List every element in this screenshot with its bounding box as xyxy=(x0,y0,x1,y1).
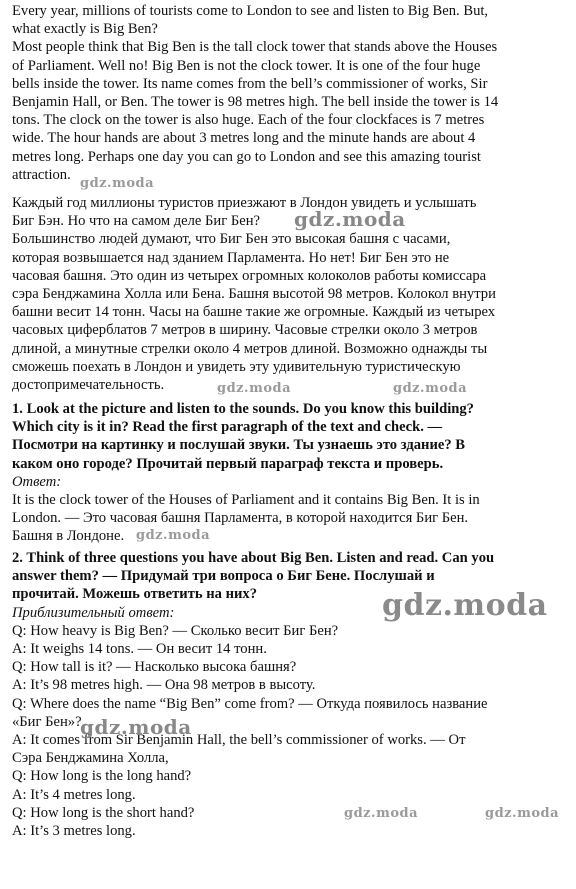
task1-answer-line: It is the clock tower of the Houses of Parliament and it contains Big Ben. It is in xyxy=(12,492,480,509)
text-line: башни весит 14 тонн. Часы на башне такие же огромные. Каждый из четырех xyxy=(12,304,496,321)
qa-line: A: It comes from Sir Benjamin Hall, the bell’s commissioner of works. — От xyxy=(12,732,466,749)
watermark: gdz.moda xyxy=(294,207,406,231)
text-line: Every year, millions of tourists come to London to see and listen to Big Ben. But, xyxy=(12,3,489,19)
russian-paragraph xyxy=(12,194,564,394)
task1-answer-line: Башня в Лондоне. xyxy=(12,528,125,545)
qa-line: A: It weighs 14 tons. — Он весит 14 тонн. xyxy=(12,641,267,658)
qa-line: A: It’s 4 metres long. xyxy=(12,786,136,803)
english-paragraph xyxy=(12,2,564,184)
task1-answer-line: London. — Это часовая башня Парламента, в которой находится Биг Бен. xyxy=(12,510,469,527)
qa-line: Q: How long is the long hand? xyxy=(12,768,192,785)
watermark: gdz.moda xyxy=(393,381,468,396)
task1-question-line: Which city is it in? Read the first paragraph of the text and check. — xyxy=(12,419,443,436)
task2-question-line: answer them? — Придумай три вопроса о Биг Бене. Послушай и xyxy=(12,568,435,585)
text-line: сэра Бенджамина Холла или Бена. Башня высотой 98 метров. Колокол внутри xyxy=(12,286,496,303)
text-line: часовая башня. Это один из четырех огромных колоколов работы комиссара xyxy=(12,267,487,284)
watermark: gdz.moda xyxy=(80,176,155,191)
text-line: of Parliament. Well no! Big Ben is not the clock tower. It is one of the four huge xyxy=(12,57,481,74)
task2-answer-label: Приблизительный ответ: xyxy=(12,604,175,621)
text-line: Benjamin Hall, or Ben. The tower is 98 metres high. The bell inside the tower is 14 xyxy=(12,94,499,111)
watermark: gdz.moda xyxy=(382,588,548,623)
text-line: достопримечательность. xyxy=(12,377,165,394)
qa-line: A: It’s 98 metres high. — Она 98 метров в высоту. xyxy=(12,677,316,694)
text-line: Most people think that Big Ben is the tall clock tower that stands above the Houses xyxy=(12,39,498,56)
qa-line: Q: How tall is it? — Насколько высока башня? xyxy=(12,659,297,676)
text-line: wide. The hour hands are about 3 metres long and the minute hands are about 4 xyxy=(12,130,476,147)
text-line: Каждый год миллионы туристов приезжают в Лондон увидеть и услышать xyxy=(12,195,477,211)
text-line: длиной, а минутные стрелки около 4 метров длиной. Возможно однажды ты xyxy=(12,340,488,357)
watermark: gdz.moda xyxy=(80,715,192,739)
qa-line: A: It’s 3 metres long. xyxy=(12,823,136,840)
text-line: what exactly is Big Ben? xyxy=(12,21,158,38)
watermark: gdz.moda xyxy=(136,528,211,543)
text-line: bells inside the tower. Its name comes from the bell’s commissioner of works, Sir xyxy=(12,75,488,92)
text-line: сможешь поехать в Лондон и увидеть эту удивительную туристическую xyxy=(12,358,461,375)
qa-line: Q: How heavy is Big Ben? — Сколько весит Биг Бен? xyxy=(12,622,339,639)
qa-line: «Биг Бен»? xyxy=(12,713,82,730)
watermark: gdz.moda xyxy=(344,806,419,821)
qa-line: Q: Where does the name “Big Ben” come from? — Откуда появилось название xyxy=(12,695,488,712)
task2-question-line: 2. Think of three questions you have about Big Ben. Listen and read. Can you xyxy=(12,550,495,566)
watermark: gdz.moda xyxy=(485,806,560,821)
task1-block xyxy=(12,400,564,546)
text-line: Биг Бэн. Но что на самом деле Биг Бен? xyxy=(12,213,261,230)
watermark: gdz.moda xyxy=(217,381,292,396)
text-line: Большинство людей думают, что Биг Бен это высокая башня с часами, xyxy=(12,231,451,248)
task2-question-line: прочитай. Можешь ответить на них? xyxy=(12,586,258,603)
text-line: которая возвышается над зданием Парламента. Но нет! Биг Бен это не xyxy=(12,249,450,266)
task1-question-line: каком оно городе? Прочитай первый параграф текста и проверь. xyxy=(12,455,444,472)
text-line: tons. The clock on the tower is also huge. Each of the four clockfaces is 7 metres xyxy=(12,112,485,129)
task1-question-line: Посмотри на картинку и послушай звуки. Ты узнаешь это здание? В xyxy=(12,437,466,454)
qa-line: Q: How long is the short hand? xyxy=(12,804,195,821)
text-line: часовых циферблатов 7 метров в ширину. Часовые стрелки около 3 метров xyxy=(12,322,478,339)
task1-question-line: 1. Look at the picture and listen to the sounds. Do you know this building? xyxy=(12,401,474,417)
qa-line: Сэра Бенджамина Холла, xyxy=(12,750,169,767)
text-line: metres long. Perhaps one day you can go to London and see this amazing tourist xyxy=(12,148,481,165)
task1-answer-label: Ответ: xyxy=(12,473,62,490)
text-line: attraction. xyxy=(12,166,71,183)
